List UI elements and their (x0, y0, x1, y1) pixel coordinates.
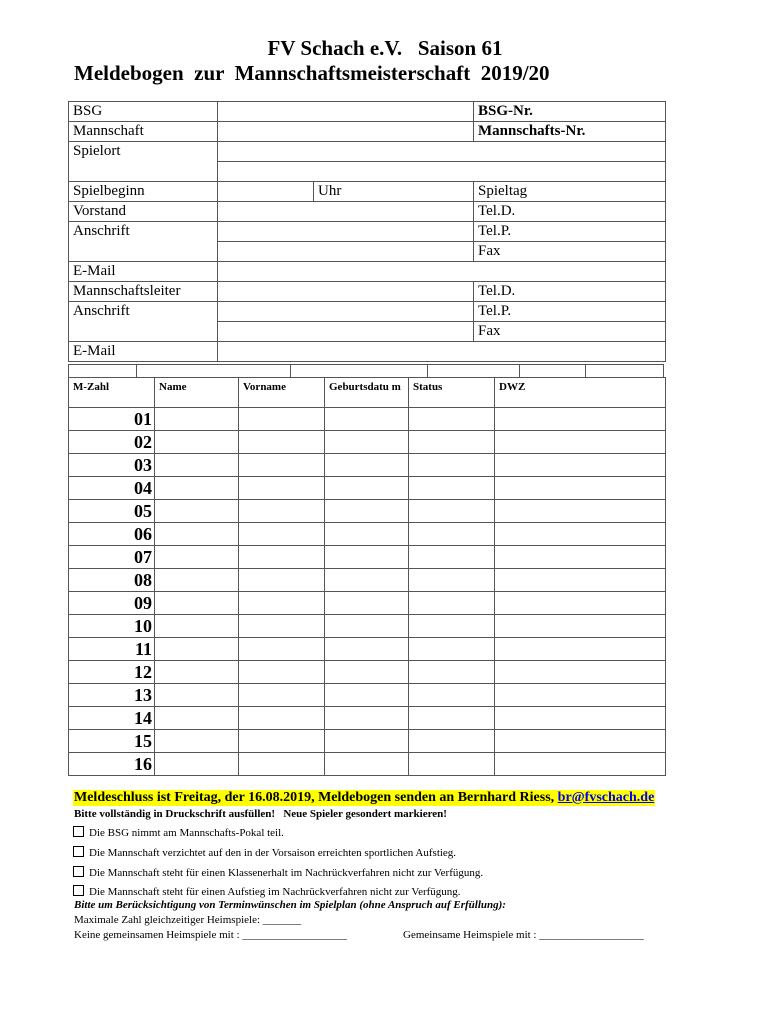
player-status-cell[interactable] (409, 592, 495, 615)
label-vorstand-fax[interactable]: Fax (474, 242, 666, 262)
player-geburtsdatum-cell[interactable] (325, 408, 409, 431)
player-geburtsdatum-cell[interactable] (325, 615, 409, 638)
player-geburtsdatum-cell[interactable] (325, 638, 409, 661)
player-dwz-cell[interactable] (495, 615, 666, 638)
player-dwz-cell[interactable] (495, 546, 666, 569)
label-leiter-fax[interactable]: Fax (474, 322, 666, 342)
checkbox-icon[interactable] (73, 866, 84, 877)
player-status-cell[interactable] (409, 454, 495, 477)
label-bsg: BSG (69, 102, 218, 122)
player-number: 09 (69, 592, 155, 615)
label-vorstand-teld[interactable]: Tel.D. (474, 202, 666, 222)
vorstand-field[interactable] (218, 202, 474, 222)
player-number: 02 (69, 431, 155, 454)
player-name-cell[interactable] (155, 638, 239, 661)
player-vorname-cell[interactable] (239, 707, 325, 730)
max-home-games-line[interactable]: Maximale Zahl gleichzeitiger Heimspiele: _______ (74, 914, 302, 926)
player-name-cell[interactable] (155, 569, 239, 592)
col-mzahl: M-Zahl (69, 378, 155, 408)
option-label: Die Mannschaft steht für einen Klassenerhalt im Nachrückverfahren nicht zur Verfügung. (89, 867, 484, 879)
checkbox-icon[interactable] (73, 846, 84, 857)
player-number: 05 (69, 500, 155, 523)
player-dwz-cell[interactable] (495, 707, 666, 730)
player-row (69, 753, 666, 776)
label-leiter-email: E-Mail (69, 342, 218, 362)
leiter-email-field[interactable] (218, 342, 666, 362)
player-number: 01 (69, 408, 155, 431)
label-mannschaft: Mannschaft (69, 122, 218, 142)
player-geburtsdatum-cell[interactable] (325, 661, 409, 684)
bsg-field[interactable] (218, 102, 474, 122)
player-dwz-cell[interactable] (495, 431, 666, 454)
player-vorname-cell[interactable] (239, 454, 325, 477)
player-number: 10 (69, 615, 155, 638)
player-name-cell[interactable] (155, 707, 239, 730)
col-geburtsdatum: Geburtsdatu m (325, 378, 409, 408)
player-status-cell[interactable] (409, 661, 495, 684)
player-geburtsdatum-cell[interactable] (325, 730, 409, 753)
player-status-cell[interactable] (409, 408, 495, 431)
player-status-cell[interactable] (409, 638, 495, 661)
player-name-cell[interactable] (155, 753, 239, 776)
player-vorname-cell[interactable] (239, 661, 325, 684)
form-title: FV Schach e.V. Saison 61 (267, 36, 503, 60)
player-row (69, 454, 666, 477)
player-number: 12 (69, 661, 155, 684)
label-vorstand-email: E-Mail (69, 262, 218, 282)
option-label: Die BSG nimmt am Mannschafts-Pokal teil. (89, 827, 284, 839)
schedule-note: Bitte um Berücksichtigung von Terminwünschen im Spielplan (ohne Anspruch auf Erfüllung): (74, 899, 506, 911)
player-number: 14 (69, 707, 155, 730)
player-vorname-cell[interactable] (239, 615, 325, 638)
player-vorname-cell[interactable] (239, 431, 325, 454)
player-row (69, 431, 666, 454)
player-row (69, 684, 666, 707)
player-dwz-cell[interactable] (495, 638, 666, 661)
player-number: 13 (69, 684, 155, 707)
option-no-advancement[interactable] (73, 885, 461, 898)
player-geburtsdatum-cell[interactable] (325, 500, 409, 523)
leiter-anschrift-field-1[interactable] (218, 302, 474, 322)
col-vorname: Vorname (239, 378, 325, 408)
player-name-cell[interactable] (155, 615, 239, 638)
player-row (69, 569, 666, 592)
player-vorname-cell[interactable] (239, 730, 325, 753)
player-vorname-cell[interactable] (239, 477, 325, 500)
player-dwz-cell[interactable] (495, 661, 666, 684)
player-vorname-cell[interactable] (239, 753, 325, 776)
player-table-header (69, 378, 666, 408)
spielort-field-2[interactable] (218, 162, 666, 182)
common-home-line[interactable]: Gemeinsame Heimspiele mit : ___________________ (403, 929, 644, 941)
player-name-cell[interactable] (155, 500, 239, 523)
player-status-cell[interactable] (409, 569, 495, 592)
option-label: Die Mannschaft steht für einen Aufstieg im Nachrückverfahren nicht zur Verfügung. (89, 886, 461, 898)
leiter-anschrift-cont (69, 322, 218, 342)
player-row (69, 615, 666, 638)
player-number: 03 (69, 454, 155, 477)
label-mannschafts-nr[interactable]: Mannschafts-Nr. (474, 122, 666, 142)
player-row (69, 477, 666, 500)
separator-row (68, 364, 664, 378)
label-vorstand-telp[interactable]: Tel.P. (474, 222, 666, 242)
player-name-cell[interactable] (155, 454, 239, 477)
player-dwz-cell[interactable] (495, 592, 666, 615)
player-dwz-cell[interactable] (495, 523, 666, 546)
form-subtitle: Meldebogen zur Mannschaftsmeisterschaft 2019/20 (74, 61, 550, 85)
checkbox-icon[interactable] (73, 885, 84, 896)
player-vorname-cell[interactable] (239, 569, 325, 592)
deadline-text: Meldeschluss ist Freitag, der 16.08.2019, Meldebogen senden an Bernhard Riess, (74, 790, 558, 805)
no-common-home-line[interactable]: Keine gemeinsamen Heimspiele mit : ___________________ (74, 929, 347, 941)
spielort-label-cont (69, 162, 218, 182)
player-geburtsdatum-cell[interactable] (325, 546, 409, 569)
option-pokal[interactable] (73, 826, 284, 839)
player-name-cell[interactable] (155, 730, 239, 753)
player-row (69, 523, 666, 546)
player-number: 06 (69, 523, 155, 546)
label-uhr[interactable]: Uhr (314, 182, 474, 202)
label-leiter-anschrift: Anschrift (69, 302, 218, 322)
player-name-cell[interactable] (155, 523, 239, 546)
label-leiter-telp[interactable]: Tel.P. (474, 302, 666, 322)
label-vorstand: Vorstand (69, 202, 218, 222)
player-number: 16 (69, 753, 155, 776)
contact-email-link[interactable]: br@fvschach.de (557, 790, 655, 805)
player-status-cell[interactable] (409, 753, 495, 776)
player-vorname-cell[interactable] (239, 523, 325, 546)
spielort-field-1[interactable] (218, 142, 666, 162)
player-status-cell[interactable] (409, 523, 495, 546)
leiter-anschrift-field-2[interactable] (218, 322, 474, 342)
label-spielbeginn: Spielbeginn (69, 182, 218, 202)
col-status: Status (409, 378, 495, 408)
player-name-cell[interactable] (155, 408, 239, 431)
player-dwz-cell[interactable] (495, 477, 666, 500)
option-no-class-retention[interactable] (73, 866, 483, 879)
checkbox-icon[interactable] (73, 826, 84, 837)
vorstand-email-field[interactable] (218, 262, 666, 282)
label-spieltag[interactable]: Spieltag (474, 182, 666, 202)
label-vorstand-anschrift: Anschrift (69, 222, 218, 242)
mannschaft-field[interactable] (218, 122, 474, 142)
player-geburtsdatum-cell[interactable] (325, 477, 409, 500)
player-status-cell[interactable] (409, 477, 495, 500)
player-status-cell[interactable] (409, 707, 495, 730)
player-dwz-cell[interactable] (495, 408, 666, 431)
player-status-cell[interactable] (409, 730, 495, 753)
player-row (69, 546, 666, 569)
player-status-cell[interactable] (409, 431, 495, 454)
player-name-cell[interactable] (155, 431, 239, 454)
player-name-cell[interactable] (155, 546, 239, 569)
player-name-cell[interactable] (155, 477, 239, 500)
vorstand-anschrift-cont (69, 242, 218, 262)
player-number: 15 (69, 730, 155, 753)
player-number: 11 (69, 638, 155, 661)
player-status-cell[interactable] (409, 684, 495, 707)
option-no-promotion[interactable] (73, 846, 456, 859)
player-vorname-cell[interactable] (239, 592, 325, 615)
player-status-cell[interactable] (409, 615, 495, 638)
player-geburtsdatum-cell[interactable] (325, 569, 409, 592)
player-geburtsdatum-cell[interactable] (325, 684, 409, 707)
player-number: 08 (69, 569, 155, 592)
player-geburtsdatum-cell[interactable] (325, 454, 409, 477)
player-dwz-cell[interactable] (495, 753, 666, 776)
label-mannschaftsleiter: Mannschaftsleiter (69, 282, 218, 302)
player-dwz-cell[interactable] (495, 569, 666, 592)
player-status-cell[interactable] (409, 500, 495, 523)
col-name: Name (155, 378, 239, 408)
label-bsg-nr[interactable]: BSG-Nr. (474, 102, 666, 122)
deadline-notice (73, 790, 655, 806)
player-row (69, 500, 666, 523)
player-geburtsdatum-cell[interactable] (325, 592, 409, 615)
player-name-cell[interactable] (155, 661, 239, 684)
player-dwz-cell[interactable] (495, 730, 666, 753)
player-number: 07 (69, 546, 155, 569)
player-row (69, 408, 666, 431)
spielbeginn-field[interactable] (218, 182, 314, 202)
option-label: Die Mannschaft verzichtet auf den in der Vorsaison erreichten sportlichen Aufstieg. (89, 847, 457, 859)
player-row (69, 707, 666, 730)
player-vorname-cell[interactable] (239, 684, 325, 707)
player-dwz-cell[interactable] (495, 500, 666, 523)
player-row (69, 638, 666, 661)
player-name-cell[interactable] (155, 684, 239, 707)
player-geburtsdatum-cell[interactable] (325, 707, 409, 730)
player-table (68, 377, 666, 776)
player-vorname-cell[interactable] (239, 500, 325, 523)
player-row (69, 592, 666, 615)
player-name-cell[interactable] (155, 592, 239, 615)
player-number: 04 (69, 477, 155, 500)
fill-instruction: Bitte vollständig in Druckschrift ausfüllen! Neue Spieler gesondert markieren! (74, 808, 447, 820)
label-leiter-teld[interactable]: Tel.D. (474, 282, 666, 302)
player-geburtsdatum-cell[interactable] (325, 753, 409, 776)
player-vorname-cell[interactable] (239, 638, 325, 661)
mannschaftsleiter-field[interactable] (218, 282, 474, 302)
player-status-cell[interactable] (409, 546, 495, 569)
player-row (69, 730, 666, 753)
player-dwz-cell[interactable] (495, 684, 666, 707)
vorstand-anschrift-field-1[interactable] (218, 222, 474, 242)
col-dwz: DWZ (495, 378, 666, 408)
player-vorname-cell[interactable] (239, 546, 325, 569)
vorstand-anschrift-field-2[interactable] (218, 242, 474, 262)
player-vorname-cell[interactable] (239, 408, 325, 431)
label-spielort: Spielort (69, 142, 218, 162)
player-row (69, 661, 666, 684)
team-info-table (68, 101, 666, 362)
player-geburtsdatum-cell[interactable] (325, 523, 409, 546)
player-dwz-cell[interactable] (495, 454, 666, 477)
player-geburtsdatum-cell[interactable] (325, 431, 409, 454)
